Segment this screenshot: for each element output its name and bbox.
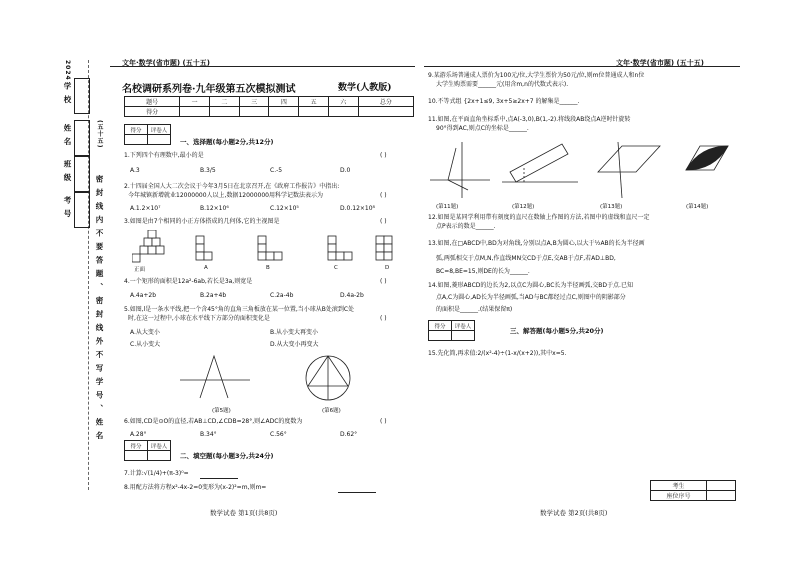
cube-face	[132, 254, 140, 262]
score-header: 四	[269, 97, 299, 107]
grader-box-1	[124, 124, 171, 145]
view-a-square	[196, 244, 204, 252]
question-11-line2: 90°得到AC,则点C的坐标是______.	[436, 125, 529, 132]
q3-figures	[132, 230, 402, 266]
view-d-square	[384, 236, 392, 244]
name-label: 姓名	[63, 124, 72, 151]
score-header: 五	[299, 97, 329, 107]
section-1-title: 一、选择题(每小题2分,共12分)	[180, 138, 274, 146]
question-1: 1.下列四个有理数中,最小的是	[124, 152, 204, 159]
score-header: 六	[328, 97, 358, 107]
view-a-square	[196, 236, 204, 244]
question-2: 2.十四届全国人大二次会议于今年3月5日在北京召开,在《政府工作报告》中指出:	[124, 183, 340, 190]
segment-ab	[448, 180, 468, 190]
grader-score-label: 得分	[125, 441, 148, 451]
view-b-square	[266, 252, 274, 260]
answer-paren[interactable]: ( )	[380, 152, 387, 159]
binding-year: 2024	[64, 60, 71, 81]
q7-answer-blank[interactable]	[200, 472, 238, 479]
grader-score-label: 得分	[429, 321, 452, 331]
grader-score-cell[interactable]	[429, 331, 452, 341]
view-d-square	[384, 244, 392, 252]
q3-caption-b: B	[266, 265, 270, 271]
q5-option-c: C.从小变大	[130, 341, 161, 348]
view-a-square	[196, 252, 204, 260]
section-2-title: 二、填空题(每小题3分,共24分)	[180, 452, 274, 460]
score-cell[interactable]	[269, 107, 299, 117]
answer-paren[interactable]: ( )	[380, 192, 387, 199]
exam-number-label: 考号	[63, 196, 72, 223]
question-5: 5.如图,l是一条水平线,把一个含45°角的直角三角板放在某一位置,当小球从B处滚到C处	[124, 306, 355, 313]
score-header: 三	[239, 97, 269, 107]
answer-paren[interactable]: ( )	[380, 278, 387, 285]
q1-option-c: C.-5	[270, 167, 283, 174]
view-c-square	[328, 252, 336, 260]
right-footer: 数学试卷 第2页(共8页)	[540, 509, 608, 517]
q5-option-b: B.从小变大再变小	[270, 329, 319, 336]
question-14: 14.如图,菱形ABCD的边长为2,以点C为圆心,BC长为半径画弧,交BD于点.已知	[428, 282, 633, 289]
q6-figure-caption: (第6题)	[322, 408, 341, 414]
q11-figure-caption: (第11题)	[436, 204, 459, 210]
right-header-rule	[424, 66, 740, 67]
score-cell[interactable]	[209, 107, 239, 117]
q4-option-d: D.4a-2b	[340, 292, 364, 299]
view-d-square	[384, 252, 392, 260]
score-cell[interactable]	[328, 107, 358, 117]
question-9: 9.某游乐场普通成人票价为100元/位,大学生票价为50元/位,则m位普通成人和n位	[428, 72, 645, 79]
grader-label: 评卷人	[148, 125, 171, 135]
q11-q14-figures	[428, 140, 738, 200]
question-3: 3.如图是由7个相同的小正方体搭成的几何体,它的主视图是	[124, 218, 280, 225]
cube-face	[148, 230, 156, 238]
view-d-square	[376, 244, 384, 252]
view-a-square	[204, 252, 212, 260]
q2-option-b: B.12×10⁶	[200, 205, 229, 212]
seat-cell[interactable]	[707, 491, 736, 501]
line-mn	[618, 142, 622, 198]
seat-label-number: 座位序号	[651, 491, 707, 501]
q5-option-a: A.从大变小	[130, 329, 160, 336]
class-box[interactable]	[74, 156, 90, 192]
exam-title: 名校调研系列卷·九年级第五次模拟测试	[122, 84, 296, 95]
q12-figure-caption: (第12题)	[512, 204, 535, 210]
question-7: 7.计算:√(1/4)+(π-3)⁰=	[124, 470, 189, 477]
question-13-line2: 弧,两弧相交于点M,N,作直线MN交CD于点E,交AB于点F,若AD⊥BD,	[436, 255, 616, 262]
answer-paren[interactable]: ( )	[380, 315, 387, 322]
q3-caption-d: D	[385, 265, 390, 271]
name-box[interactable]	[74, 120, 90, 156]
question-9-line2: 大学生购票需要______元(用含m,n的代数式表示).	[436, 81, 569, 88]
q3-caption-front: 正面	[134, 267, 146, 273]
question-14-line3: 的面积是______.(结果保留π)	[436, 306, 513, 313]
left-header: 文年·数学(省市题) (五十五)	[122, 59, 210, 67]
q6-option-a: A.28°	[130, 431, 147, 438]
question-6: 6.如图,CD是⊙O的直径,若AB⊥CD,∠CDB=28°,则∠ADC的度数为	[124, 418, 303, 425]
class-label: 班级	[63, 160, 72, 187]
question-12-line2: 点P表示的数是______.	[436, 223, 496, 230]
segment-ac	[448, 148, 456, 180]
question-13: 13.如图,在□ABCD中,BD为对角线,分别以点A,B为圆心,以大于½AB的长为半径画	[428, 240, 645, 247]
score-cell[interactable]	[299, 107, 329, 117]
answer-paren[interactable]: ( )	[380, 218, 387, 225]
question-2-line2: 今年城镇新增就业12000000人以上,数据12000000用科学记数法表示为	[128, 192, 323, 199]
grader-cell[interactable]	[452, 331, 475, 341]
left-footer: 数学试卷 第1页(共8页)	[210, 509, 278, 517]
question-12: 12.如图是某同学利用带有刻度的直尺在数轴上作图的方法,若图中的虚线和直尺一定	[428, 214, 650, 221]
cube-face	[144, 238, 152, 246]
seat-cell[interactable]	[707, 481, 736, 491]
view-b-square	[274, 252, 282, 260]
ruler-shape	[510, 144, 568, 182]
q4-option-c: C.2a-4b	[270, 292, 294, 299]
q6-option-c: C.56°	[270, 431, 287, 438]
q4-option-a: A.4a+2b	[130, 292, 157, 299]
question-15: 15.先化简,再求值:2/(x²-4)÷(1-x/(x+2)),其中x=5.	[428, 350, 567, 357]
grader-score-cell[interactable]	[125, 135, 148, 145]
q5-option-d: D.从大变小再变大	[270, 341, 319, 348]
question-14-line2: 点A,C为圆心,AD长为半径画弧,当AD与BC都经过点C,则图中的阴影部分	[436, 294, 626, 301]
question-5-line2: 时,在这一过程中,小球在水平线下方部分的面积变化是	[128, 315, 270, 322]
binding-line-text: 密封线内不要答题、密封线外不写学号、姓名	[95, 175, 104, 445]
view-c-square	[336, 252, 344, 260]
line-bd	[328, 356, 348, 386]
answer-paren[interactable]: ( )	[380, 418, 387, 425]
exam-number-box[interactable]	[74, 192, 90, 228]
q2-option-c: C.12×10⁵	[270, 205, 299, 212]
right-header: 文年·数学(省市题) (五十五)	[616, 59, 704, 67]
q6-option-d: D.62°	[340, 431, 358, 438]
parallelogram-abcd	[598, 146, 660, 172]
score-cell[interactable]	[358, 107, 413, 117]
view-b-square	[258, 236, 266, 244]
view-d-square	[376, 252, 384, 260]
school-label: 学校	[63, 82, 72, 109]
cube-face	[156, 246, 164, 254]
q5-q6-figures	[180, 352, 380, 404]
view-c-square	[328, 244, 336, 252]
q6-option-b: B.34°	[200, 431, 217, 438]
q3-caption-c: C	[334, 265, 338, 271]
q4-option-b: B.2a+4b	[200, 292, 227, 299]
view-c-square	[328, 236, 336, 244]
q14-figure-caption: (第14题)	[686, 204, 709, 210]
question-11: 11.如图,在平面直角坐标系中,点A(-3,0),B(1,-2).将线段AB绕点A逆时针旋转	[428, 116, 631, 123]
q2-option-a: A.1.2×10⁷	[130, 205, 161, 212]
grader-score-label: 得分	[125, 125, 148, 135]
school-box[interactable]	[74, 78, 90, 114]
binding-code: (五十五)	[96, 120, 103, 149]
score-header: 一	[180, 97, 210, 107]
question-8: 8.用配方法将方程x²-4x-2=0变形为(x-2)²=m,则m=	[124, 484, 267, 491]
left-header-rule	[110, 66, 415, 67]
score-header: 题号	[125, 97, 180, 107]
q15-answer-area[interactable]	[428, 362, 733, 492]
q1-option-d: D.0	[340, 167, 351, 174]
grader-score-cell[interactable]	[125, 451, 148, 461]
grader-box-2	[124, 440, 171, 461]
grader-box-3	[428, 320, 475, 341]
cube-face	[148, 246, 156, 254]
q5-figure-caption: (第5题)	[212, 408, 231, 414]
grader-label: 评卷人	[148, 441, 171, 451]
shaded-region	[686, 146, 728, 170]
grader-cell[interactable]	[148, 451, 171, 461]
q13-figure-caption: (第13题)	[600, 204, 623, 210]
q8-answer-blank[interactable]	[338, 486, 376, 493]
exam-subject: 数学(人教版)	[338, 83, 392, 93]
question-4: 4.一个矩形的面积是12a²-6ab,若长是3a,则宽是	[124, 278, 253, 285]
question-10: 10.不等式组 {2x+1≤9, 3x+5≥2x+7 的解集是______.	[428, 98, 580, 105]
seat-number-box	[650, 480, 736, 501]
q1-option-b: B.3/5	[200, 167, 216, 174]
view-c-square	[344, 252, 352, 260]
score-table	[124, 96, 414, 117]
grader-label: 评卷人	[452, 321, 475, 331]
score-header: 总分	[358, 97, 413, 107]
q1-option-a: A.3	[130, 167, 140, 174]
cube-face	[140, 246, 148, 254]
view-b-square	[258, 252, 266, 260]
triangle-ruler	[200, 356, 228, 398]
section-3-title: 三、解答题(每小题5分,共20分)	[510, 327, 604, 335]
view-b-square	[258, 244, 266, 252]
q2-option-d: D.0.12×10⁸	[340, 205, 375, 212]
q3-caption-a: A	[204, 265, 208, 271]
cube-face	[152, 238, 160, 246]
score-row-label: 得分	[125, 107, 180, 117]
score-cell[interactable]	[239, 107, 269, 117]
seat-label-examinee: 考生	[651, 481, 707, 491]
question-13-line3: BC=8,BE=15,则DE的长为______.	[436, 268, 530, 275]
view-d-square	[376, 236, 384, 244]
grader-cell[interactable]	[148, 135, 171, 145]
line-ad	[308, 356, 328, 386]
score-header: 二	[209, 97, 239, 107]
score-cell[interactable]	[180, 107, 210, 117]
